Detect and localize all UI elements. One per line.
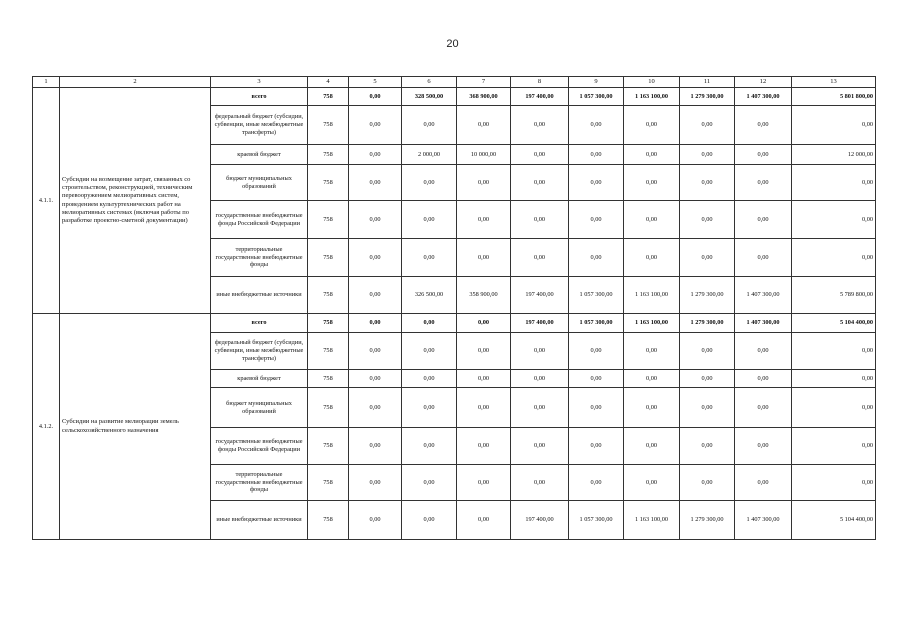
value-col-6: 0,00: [402, 501, 457, 540]
value-col-10: 1 163 100,00: [624, 314, 680, 333]
funding-source: государственные внебюджетные фонды Российской Федерации: [211, 428, 308, 465]
value-col-11: 1 279 300,00: [680, 314, 735, 333]
funding-source: бюджет муниципальных образований: [211, 388, 308, 428]
value-col-7: 0,00: [457, 501, 511, 540]
section-title: Субсидии на развитие мелиорации земель сельскохозяйственного назначения: [60, 314, 211, 540]
value-col-13: 5 789 800,00: [792, 277, 876, 314]
header-cell-7: 7: [457, 77, 511, 88]
value-col-7: 368 900,00: [457, 88, 511, 106]
funding-source: иные внебюджетные источники: [211, 277, 308, 314]
value-col-7: 0,00: [457, 388, 511, 428]
value-col-8: 0,00: [511, 370, 569, 388]
value-col-11: 0,00: [680, 465, 735, 501]
value-col-11: 0,00: [680, 165, 735, 201]
value-col-6: 0,00: [402, 314, 457, 333]
value-col-11: 0,00: [680, 239, 735, 277]
value-col-9: 0,00: [569, 239, 624, 277]
value-col-5: 0,00: [349, 239, 402, 277]
value-col-6: 0,00: [402, 106, 457, 145]
value-col-5: 0,00: [349, 388, 402, 428]
funding-source: бюджет муниципальных образований: [211, 165, 308, 201]
funding-source: краевой бюджет: [211, 370, 308, 388]
value-col-7: 0,00: [457, 239, 511, 277]
value-col-11: 0,00: [680, 388, 735, 428]
value-col-9: 1 057 300,00: [569, 314, 624, 333]
value-col-10: 0,00: [624, 201, 680, 239]
value-col-7: 0,00: [457, 333, 511, 370]
value-col-4: 758: [308, 314, 349, 333]
value-col-8: 0,00: [511, 239, 569, 277]
header-cell-12: 12: [735, 77, 792, 88]
value-col-8: 0,00: [511, 465, 569, 501]
value-col-8: 0,00: [511, 388, 569, 428]
value-col-8: 0,00: [511, 165, 569, 201]
value-col-12: 1 407 300,00: [735, 277, 792, 314]
value-col-10: 0,00: [624, 106, 680, 145]
value-col-6: 326 500,00: [402, 277, 457, 314]
value-col-6: 0,00: [402, 333, 457, 370]
value-col-6: 0,00: [402, 201, 457, 239]
value-col-9: 0,00: [569, 388, 624, 428]
value-col-8: 0,00: [511, 201, 569, 239]
page-number: 20: [446, 38, 459, 50]
value-col-8: 0,00: [511, 106, 569, 145]
value-col-9: 1 057 300,00: [569, 88, 624, 106]
funding-source: территориальные государственные внебюджетные фонды: [211, 465, 308, 501]
header-cell-8: 8: [511, 77, 569, 88]
value-col-13: 0,00: [792, 388, 876, 428]
table-row: [33, 88, 876, 106]
value-col-12: 0,00: [735, 388, 792, 428]
value-col-11: 0,00: [680, 333, 735, 370]
value-col-6: 0,00: [402, 239, 457, 277]
header-cell-1: 1: [33, 77, 60, 88]
value-col-12: 0,00: [735, 145, 792, 165]
value-col-7: 0,00: [457, 465, 511, 501]
value-col-4: 758: [308, 106, 349, 145]
value-col-8: 0,00: [511, 333, 569, 370]
value-col-13: 0,00: [792, 333, 876, 370]
value-col-7: 358 900,00: [457, 277, 511, 314]
value-col-5: 0,00: [349, 201, 402, 239]
value-col-12: 0,00: [735, 428, 792, 465]
header-cell-4: 4: [308, 77, 349, 88]
value-col-5: 0,00: [349, 333, 402, 370]
value-col-13: 0,00: [792, 370, 876, 388]
value-col-8: 197 400,00: [511, 314, 569, 333]
value-col-11: 0,00: [680, 370, 735, 388]
value-col-7: 0,00: [457, 314, 511, 333]
value-col-13: 5 104 400,00: [792, 314, 876, 333]
value-col-4: 758: [308, 277, 349, 314]
value-col-11: 1 279 300,00: [680, 277, 735, 314]
value-col-12: 0,00: [735, 165, 792, 201]
value-col-4: 758: [308, 428, 349, 465]
value-col-10: 0,00: [624, 465, 680, 501]
value-col-13: 12 000,00: [792, 145, 876, 165]
value-col-5: 0,00: [349, 106, 402, 145]
header-cell-13: 13: [792, 77, 876, 88]
value-col-5: 0,00: [349, 145, 402, 165]
value-col-12: 0,00: [735, 239, 792, 277]
value-col-5: 0,00: [349, 370, 402, 388]
value-col-4: 758: [308, 333, 349, 370]
value-col-6: 0,00: [402, 388, 457, 428]
value-col-7: 0,00: [457, 201, 511, 239]
value-col-7: 0,00: [457, 165, 511, 201]
budget-table: [32, 76, 876, 540]
value-col-4: 758: [308, 501, 349, 540]
header-cell-3: 3: [211, 77, 308, 88]
table-row: [33, 314, 876, 333]
value-col-9: 0,00: [569, 333, 624, 370]
header-cell-5: 5: [349, 77, 402, 88]
value-col-13: 5 104 400,00: [792, 501, 876, 540]
value-col-10: 0,00: [624, 145, 680, 165]
value-col-9: 0,00: [569, 370, 624, 388]
value-col-11: 0,00: [680, 428, 735, 465]
value-col-13: 0,00: [792, 239, 876, 277]
header-cell-6: 6: [402, 77, 457, 88]
header-cell-9: 9: [569, 77, 624, 88]
value-col-8: 197 400,00: [511, 88, 569, 106]
value-col-12: 0,00: [735, 333, 792, 370]
value-col-7: 0,00: [457, 428, 511, 465]
value-col-4: 758: [308, 388, 349, 428]
value-col-6: 0,00: [402, 370, 457, 388]
value-col-10: 0,00: [624, 370, 680, 388]
value-col-11: 0,00: [680, 145, 735, 165]
funding-source: всего: [211, 314, 308, 333]
funding-source: государственные внебюджетные фонды Российской Федерации: [211, 201, 308, 239]
value-col-5: 0,00: [349, 314, 402, 333]
value-col-11: 0,00: [680, 106, 735, 145]
value-col-12: 0,00: [735, 370, 792, 388]
value-col-9: 1 057 300,00: [569, 277, 624, 314]
value-col-13: 0,00: [792, 106, 876, 145]
value-col-5: 0,00: [349, 88, 402, 106]
value-col-8: 197 400,00: [511, 501, 569, 540]
value-col-11: 0,00: [680, 201, 735, 239]
value-col-7: 10 000,00: [457, 145, 511, 165]
value-col-13: 0,00: [792, 428, 876, 465]
value-col-10: 1 163 100,00: [624, 277, 680, 314]
value-col-12: 1 407 300,00: [735, 314, 792, 333]
value-col-9: 0,00: [569, 465, 624, 501]
value-col-11: 1 279 300,00: [680, 88, 735, 106]
value-col-10: 0,00: [624, 239, 680, 277]
value-col-4: 758: [308, 165, 349, 201]
value-col-12: 0,00: [735, 465, 792, 501]
value-col-12: 0,00: [735, 201, 792, 239]
value-col-10: 0,00: [624, 388, 680, 428]
value-col-4: 758: [308, 370, 349, 388]
value-col-10: 0,00: [624, 165, 680, 201]
value-col-9: 0,00: [569, 428, 624, 465]
value-col-6: 2 000,00: [402, 145, 457, 165]
value-col-13: 0,00: [792, 165, 876, 201]
value-col-4: 758: [308, 201, 349, 239]
value-col-5: 0,00: [349, 428, 402, 465]
section-code: 4.1.2.: [33, 314, 60, 540]
funding-source: иные внебюджетные источники: [211, 501, 308, 540]
value-col-10: 0,00: [624, 428, 680, 465]
value-col-9: 0,00: [569, 165, 624, 201]
funding-source: территориальные государственные внебюджетные фонды: [211, 239, 308, 277]
value-col-10: 0,00: [624, 333, 680, 370]
value-col-6: 0,00: [402, 428, 457, 465]
header-cell-11: 11: [680, 77, 735, 88]
funding-source: всего: [211, 88, 308, 106]
funding-source: федеральный бюджет (субсидии, субвенции, иные межбюджетные трансферты): [211, 106, 308, 145]
value-col-8: 0,00: [511, 428, 569, 465]
value-col-13: 0,00: [792, 465, 876, 501]
value-col-11: 1 279 300,00: [680, 501, 735, 540]
value-col-7: 0,00: [457, 370, 511, 388]
value-col-12: 1 407 300,00: [735, 501, 792, 540]
value-col-12: 1 407 300,00: [735, 88, 792, 106]
value-col-5: 0,00: [349, 501, 402, 540]
value-col-4: 758: [308, 145, 349, 165]
value-col-9: 1 057 300,00: [569, 501, 624, 540]
section-title: Субсидии на возмещение затрат, связанных со строительством, реконструкцией, техническим перевооружением мелиоративных систем, проведением культуртехнических работ на мелиоративных системах (включая работы по разработке проектно-сметной документации): [60, 88, 211, 314]
value-col-4: 758: [308, 88, 349, 106]
value-col-6: 0,00: [402, 465, 457, 501]
header-cell-10: 10: [624, 77, 680, 88]
value-col-5: 0,00: [349, 165, 402, 201]
value-col-6: 0,00: [402, 165, 457, 201]
header-row: [33, 77, 876, 88]
value-col-7: 0,00: [457, 106, 511, 145]
section-code: 4.1.1.: [33, 88, 60, 314]
value-col-8: 0,00: [511, 145, 569, 165]
value-col-9: 0,00: [569, 201, 624, 239]
value-col-12: 0,00: [735, 106, 792, 145]
value-col-9: 0,00: [569, 106, 624, 145]
value-col-10: 1 163 100,00: [624, 501, 680, 540]
funding-source: краевой бюджет: [211, 145, 308, 165]
value-col-13: 0,00: [792, 201, 876, 239]
value-col-10: 1 163 100,00: [624, 88, 680, 106]
value-col-4: 758: [308, 465, 349, 501]
value-col-6: 328 500,00: [402, 88, 457, 106]
value-col-5: 0,00: [349, 465, 402, 501]
value-col-13: 5 801 800,00: [792, 88, 876, 106]
value-col-4: 758: [308, 239, 349, 277]
value-col-8: 197 400,00: [511, 277, 569, 314]
value-col-9: 0,00: [569, 145, 624, 165]
header-cell-2: 2: [60, 77, 211, 88]
value-col-5: 0,00: [349, 277, 402, 314]
funding-source: федеральный бюджет (субсидии, субвенции, иные межбюджетные трансферты): [211, 333, 308, 370]
